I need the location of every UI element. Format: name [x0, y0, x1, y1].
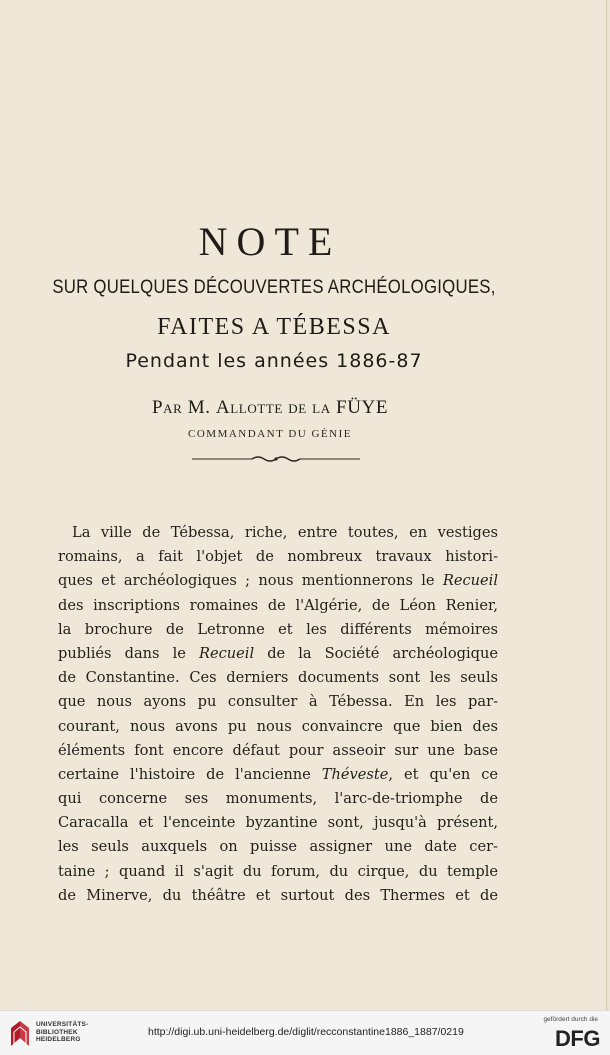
author-prefix: Par M.	[151, 397, 211, 418]
permalink-url[interactable]: http://digi.ub.uni-heidelberg.de/diglit/recconstantine1886_1887/0219	[148, 1026, 464, 1038]
author-name: Allotte de la FÜYE	[215, 397, 389, 418]
text-line: des inscriptions romaines de l'Algérie, de Léon Renier,	[58, 596, 498, 614]
text-line: de Minerve, du théâtre et surtout des Thermes et de	[58, 886, 498, 904]
title-years: Pendant les années 1886-87	[125, 350, 423, 372]
text-line: que nous ayons pu consulter à Tébessa. En les par-	[58, 693, 498, 711]
body-paragraph	[58, 521, 498, 908]
text-line: La ville de Tébessa, riche, entre toutes, en vestiges	[72, 524, 498, 541]
text-line: courant, nous avons pu nous convaincre que bien des	[58, 717, 498, 735]
text-line: la brochure de Letronne et les différents mémoires	[58, 620, 498, 638]
title-note: NOTE	[198, 219, 342, 264]
title-place: FAITES A TÉBESSA	[157, 314, 391, 340]
author-line	[0, 397, 540, 419]
viewer-footer	[0, 1010, 610, 1055]
ornament-divider-icon	[192, 452, 360, 466]
text-line: éléments font encore défaut pour asseoir sur une base	[58, 741, 498, 759]
text-line: certaine l'histoire de l'ancienne Théveste, et qu'en ce	[58, 765, 499, 783]
dfg-logo: DFG	[555, 1026, 600, 1051]
text-line: Caracalla et l'enceinte byzantine sont, jusqu'à présent,	[58, 814, 498, 832]
funded-by-label: gefördert durch die	[543, 1016, 598, 1023]
title-subtitle: SUR QUELQUES DÉCOUVERTES ARCHÉOLOGIQUES,	[52, 276, 496, 298]
text-line: de Constantine. Ces derniers documents sont les seuls	[58, 669, 498, 687]
text-line: romains, a fait l'objet de nombreux travaux histori-	[58, 548, 498, 566]
text-line: qui concerne ses monuments, l'arc-de-triomphe de	[58, 790, 498, 808]
library-name: UNIVERSITÄTS- BIBLIOTHEK HEIDELBERG	[36, 1021, 89, 1043]
text-line: les seuls auxquels on puisse assigner une date cer-	[58, 838, 498, 856]
university-logo-icon	[8, 1018, 32, 1048]
text-line: publiés dans le Recueil de la Société archéologique	[58, 644, 498, 662]
text-line: ques et archéologiques ; nous mentionnerons le Recueil	[58, 572, 498, 590]
author-rank: COMMANDANT DU GÉNIE	[188, 428, 352, 440]
text-line: taine ; quand il s'agit du forum, du cirque, du temple	[58, 862, 498, 880]
